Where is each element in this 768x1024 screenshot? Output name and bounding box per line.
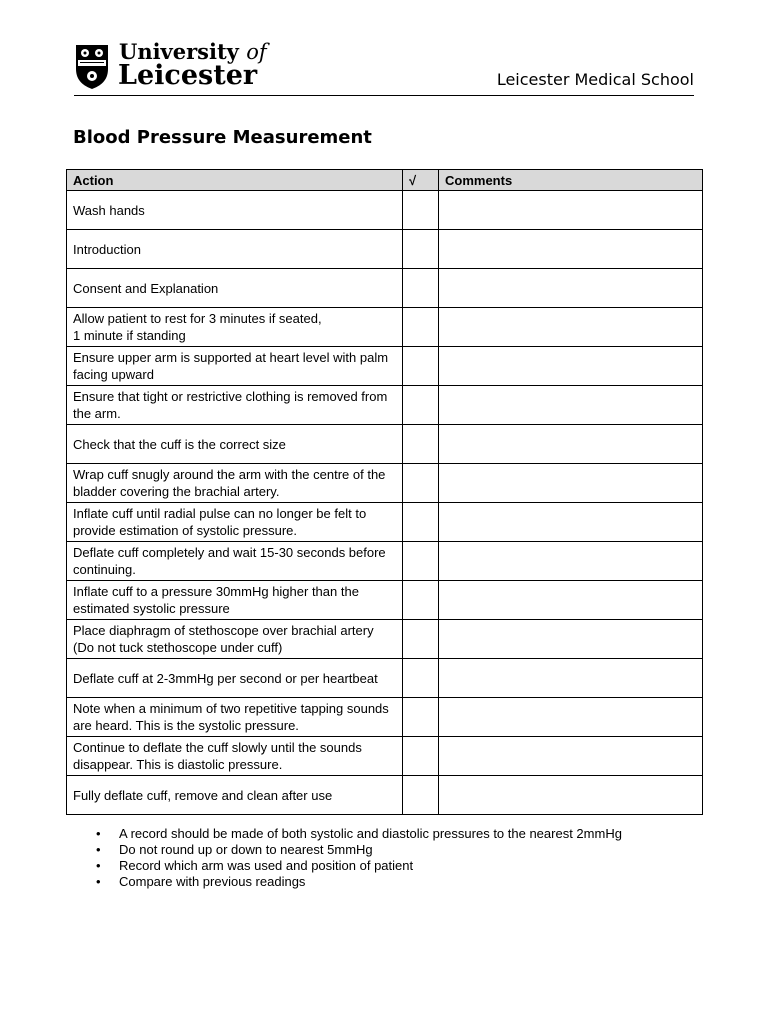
check-cell[interactable] <box>403 308 439 347</box>
notes-list <box>96 826 656 890</box>
action-cell: Deflate cuff completely and wait 15-30 seconds before continuing. <box>67 542 403 581</box>
comments-cell[interactable] <box>439 581 703 620</box>
check-cell[interactable] <box>403 347 439 386</box>
check-cell[interactable] <box>403 425 439 464</box>
table-row <box>67 425 703 464</box>
list-item <box>96 826 656 842</box>
comments-cell[interactable] <box>439 503 703 542</box>
table-row <box>67 386 703 425</box>
table-row <box>67 581 703 620</box>
page-header <box>0 0 768 100</box>
check-cell[interactable] <box>403 191 439 230</box>
table-row <box>67 776 703 815</box>
action-cell: Consent and Explanation <box>67 269 403 308</box>
bullet-icon: • <box>96 842 101 857</box>
crest-icon <box>74 43 110 90</box>
action-cell: Ensure that tight or restrictive clothing is removed from the arm. <box>67 386 403 425</box>
action-cell: Ensure upper arm is supported at heart level with palm facing upward <box>67 347 403 386</box>
check-cell[interactable] <box>403 581 439 620</box>
check-cell[interactable] <box>403 503 439 542</box>
action-cell: Allow patient to rest for 3 minutes if seated, 1 minute if standing <box>67 308 403 347</box>
check-cell[interactable] <box>403 542 439 581</box>
check-cell[interactable] <box>403 464 439 503</box>
note-text: Compare with previous readings <box>119 874 306 889</box>
action-cell: Wash hands <box>67 191 403 230</box>
header-divider <box>74 95 694 96</box>
table-row <box>67 737 703 776</box>
header-action: Action <box>67 170 403 191</box>
table-row <box>67 503 703 542</box>
check-cell[interactable] <box>403 698 439 737</box>
action-cell: Note when a minimum of two repetitive tapping sounds are heard. This is the systolic pressure. <box>67 698 403 737</box>
logo-of-text: of <box>246 40 267 64</box>
comments-cell[interactable] <box>439 269 703 308</box>
table-row <box>67 191 703 230</box>
check-cell[interactable] <box>403 620 439 659</box>
header-comments: Comments <box>439 170 703 191</box>
comments-cell[interactable] <box>439 659 703 698</box>
check-cell[interactable] <box>403 776 439 815</box>
page-title: Blood Pressure Measurement <box>73 127 372 148</box>
comments-cell[interactable] <box>439 542 703 581</box>
comments-cell[interactable] <box>439 464 703 503</box>
note-text: Do not round up or down to nearest 5mmHg <box>119 842 373 857</box>
action-cell: Wrap cuff snugly around the arm with the centre of the bladder covering the brachial artery. <box>67 464 403 503</box>
table-row <box>67 698 703 737</box>
check-cell[interactable] <box>403 386 439 425</box>
action-cell: Continue to deflate the cuff slowly until the sounds disappear. This is diastolic pressure. <box>67 737 403 776</box>
table-row <box>67 230 703 269</box>
table-row <box>67 308 703 347</box>
table-row <box>67 464 703 503</box>
comments-cell[interactable] <box>439 230 703 269</box>
checklist-table <box>66 169 703 815</box>
check-cell[interactable] <box>403 230 439 269</box>
action-cell: Place diaphragm of stethoscope over brachial artery (Do not tuck stethoscope under cuff) <box>67 620 403 659</box>
bullet-icon: • <box>96 858 101 873</box>
check-cell[interactable] <box>403 269 439 308</box>
header-check: √ <box>403 170 439 191</box>
list-item <box>96 874 656 890</box>
comments-cell[interactable] <box>439 620 703 659</box>
list-item <box>96 842 656 858</box>
action-cell: Inflate cuff until radial pulse can no longer be felt to provide estimation of systolic pressure. <box>67 503 403 542</box>
action-cell: Introduction <box>67 230 403 269</box>
action-cell: Check that the cuff is the correct size <box>67 425 403 464</box>
comments-cell[interactable] <box>439 308 703 347</box>
comments-cell[interactable] <box>439 776 703 815</box>
comments-cell[interactable] <box>439 737 703 776</box>
table-row <box>67 269 703 308</box>
logo-leicester-text: Leicester <box>118 60 258 91</box>
logo-university-text: University <box>119 39 239 64</box>
action-cell: Inflate cuff to a pressure 30mmHg higher than the estimated systolic pressure <box>67 581 403 620</box>
comments-cell[interactable] <box>439 698 703 737</box>
table-row <box>67 659 703 698</box>
table-header-row <box>67 170 703 191</box>
comments-cell[interactable] <box>439 191 703 230</box>
bullet-icon: • <box>96 826 101 841</box>
list-item <box>96 858 656 874</box>
table-row <box>67 542 703 581</box>
note-text: Record which arm was used and position of patient <box>119 858 414 873</box>
comments-cell[interactable] <box>439 425 703 464</box>
check-cell[interactable] <box>403 737 439 776</box>
table-row <box>67 620 703 659</box>
university-logo <box>74 40 284 92</box>
bullet-icon: • <box>96 874 101 889</box>
action-cell: Fully deflate cuff, remove and clean after use <box>67 776 403 815</box>
action-cell: Deflate cuff at 2-3mmHg per second or per heartbeat <box>67 659 403 698</box>
comments-cell[interactable] <box>439 347 703 386</box>
check-cell[interactable] <box>403 659 439 698</box>
table-row <box>67 347 703 386</box>
comments-cell[interactable] <box>439 386 703 425</box>
school-name: Leicester Medical School <box>496 70 694 89</box>
note-text: A record should be made of both systolic and diastolic pressures to the nearest 2mmHg <box>119 826 622 841</box>
